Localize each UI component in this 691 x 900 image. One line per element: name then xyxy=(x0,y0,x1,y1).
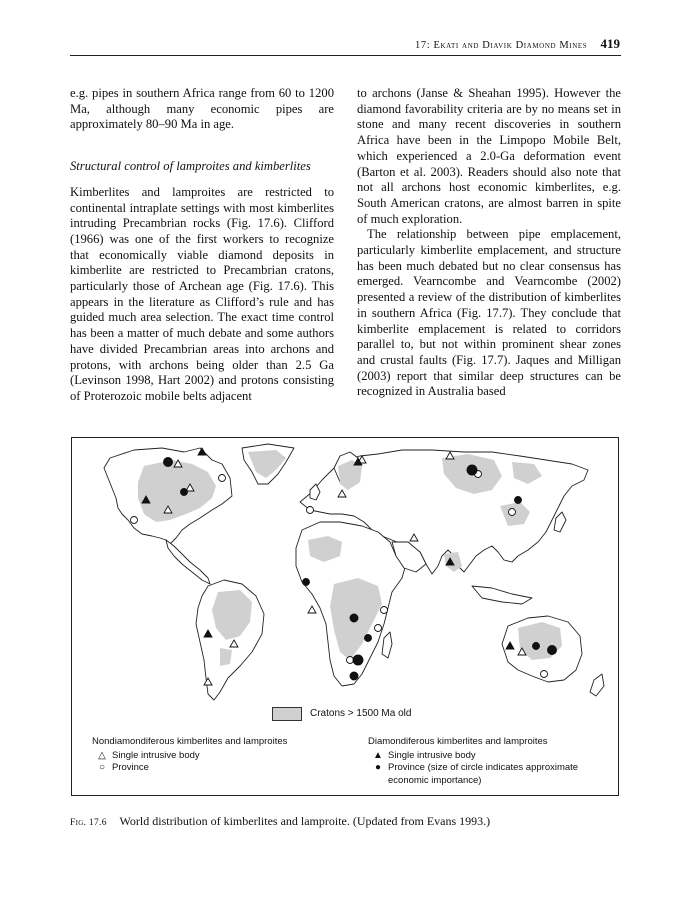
open-triangle-icon: △ xyxy=(98,749,106,761)
filled-circle-marker xyxy=(181,489,188,496)
legend-label-province: Province (size of circle indicates approximate economic importance) xyxy=(388,762,579,786)
caption-text: World distribution of kimberlites and lamproite. (Updated from Evans 1993.) xyxy=(119,814,491,828)
running-head xyxy=(70,36,620,52)
filled-circle-marker xyxy=(164,458,173,467)
right-column xyxy=(357,86,621,400)
left-paragraph-1: e.g. pipes in southern Africa range from 60 to 1200 Ma, although many economic pipes are approximately 80–90 Ma in age. xyxy=(70,86,334,132)
right-paragraph-2: The relationship between pipe emplacement, particularly kimberlite emplacement, and structure has been much debated but no clear consensus has emerged. Vearncombe and Vearncombe (2002) presented a review of the distribution of kimberlites in southern Africa (Fig. 17.7). They conclude that kimberlite emplacement is related to corridors parallel to, but not within prominent shear zones and crustal faults (Fig. 17.7). Jaques and Milligan (2003) report that similar deep structures can be recognized in Australia based xyxy=(357,227,621,399)
filled-circle-marker xyxy=(515,497,522,504)
right-paragraph-1: to archons (Janse & Sheahan 1995). However the diamond favorability criteria are by no means set in stone and many recent discoveries in southern Africa have been in the Limpopo Mobile Belt, which experienced a 2.0-Ga deformation event (Barton et al. 2003). Readers should also note that not all archons host economic kimberlites, e.g. South American cratons, are almost barren in spite of much exploration. xyxy=(357,86,621,226)
open-circle-marker xyxy=(307,507,314,514)
open-circle-marker xyxy=(347,657,354,664)
legend-row-open-triangle xyxy=(92,750,332,763)
new-zealand xyxy=(590,674,604,696)
filled-circle-marker xyxy=(353,655,363,665)
section-heading: Structural control of lamproites and kimberlites xyxy=(70,159,311,174)
open-circle-marker xyxy=(219,475,226,482)
filled-circle-marker xyxy=(350,614,358,622)
open-circle-marker xyxy=(131,517,138,524)
filled-circle-marker xyxy=(467,465,477,475)
indonesia xyxy=(472,586,532,604)
filled-circle-icon: ● xyxy=(374,762,382,773)
madagascar xyxy=(382,632,392,658)
filled-circle-marker xyxy=(548,646,557,655)
filled-circle-marker xyxy=(365,635,372,642)
chapter-title: 17: Ekati and Diavik Diamond Mines xyxy=(415,40,588,51)
diamondiferous-legend xyxy=(368,736,608,787)
page-number: 419 xyxy=(600,36,620,51)
craton-legend-label: Cratons > 1500 Ma old xyxy=(310,708,412,719)
filled-circle-marker xyxy=(350,672,358,680)
header-rule xyxy=(70,55,621,56)
open-circle-icon: ○ xyxy=(98,762,106,773)
japan xyxy=(554,512,566,532)
open-circle-marker xyxy=(381,607,388,614)
figure-caption xyxy=(70,814,621,829)
nondiamondiferous-legend-title: Nondiamondiferous kimberlites and lamproites xyxy=(92,736,288,747)
legend-row-open-circle xyxy=(92,762,332,775)
legend-row-filled-circle xyxy=(368,762,608,787)
open-circle-marker xyxy=(541,671,548,678)
legend-row-filled-triangle xyxy=(368,750,608,763)
open-circle-marker xyxy=(509,509,516,516)
nondiamondiferous-legend xyxy=(92,736,332,775)
legend-label-province: Province xyxy=(112,762,149,773)
central-america xyxy=(166,540,210,584)
legend-label-single: Single intrusive body xyxy=(388,749,476,761)
diamondiferous-legend-title: Diamondiferous kimberlites and lamproites xyxy=(368,736,548,747)
filled-circle-marker xyxy=(303,579,310,586)
craton-legend-swatch xyxy=(272,707,302,721)
open-triangle-marker xyxy=(308,606,316,613)
left-column xyxy=(70,86,334,405)
legend-label-single: Single intrusive body xyxy=(112,749,200,761)
filled-circle-marker xyxy=(533,643,540,650)
world-map-figure xyxy=(71,437,619,796)
open-circle-marker xyxy=(375,625,382,632)
filled-triangle-icon: ▲ xyxy=(373,749,383,761)
left-paragraph-2: Kimberlites and lamproites are restricted to continental intraplate settings with most kimberlites intruding Precambrian rocks (Fig. 17.6). Clifford (1966) was one of the first workers to recognize that economically viable diamond deposits in kimberlite are restricted to Precambrian cratons, particularly those of Archean age (Fig. 17.6). This appears in the literature as Clifford’s rule and has guided much area selection. The exact time control has been a matter of much debate and some authors have divided Precambrian areas into archons and protons, with archons being older than 2.5 Ga (Levinson 1998, Hart 2002) and protons consisting of Proterozoic mobile belts adjacent xyxy=(70,184,334,403)
figure-label: Fig. 17.6 xyxy=(70,818,107,828)
